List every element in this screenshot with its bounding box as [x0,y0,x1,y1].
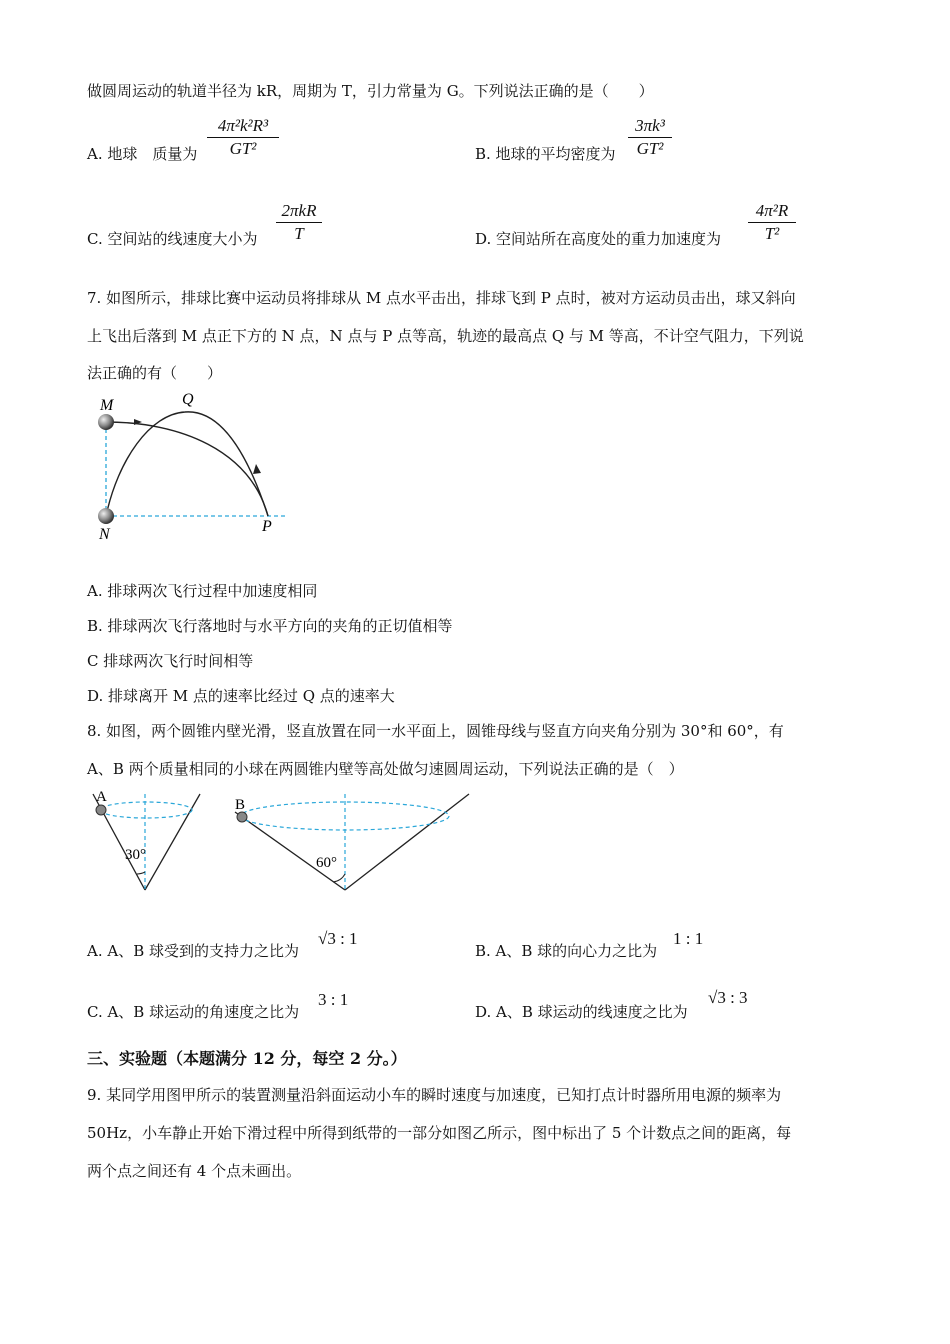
q8-option-b-math: 1 : 1 [673,929,704,948]
q8-option-c-math: 3 : 1 [318,990,349,1009]
label-b: B [235,797,246,813]
label-p: P [262,518,272,535]
cone-a-figure [85,788,215,898]
q6-option-d-fraction [748,201,796,244]
q8-option-b-label: B. A、B 球的向心力之比为 [475,942,658,960]
q6-option-d-label: D. 空间站所在高度处的重力加速度为 [475,230,722,248]
q7-line-3: 法正确的有（ ） [87,364,223,382]
label-q: Q [182,391,194,408]
q7-line-1: 7. 如图所示，排球比赛中运动员将排球从 M 点水平击出，排球飞到 P 点时，被对方运动员击出，球又斜向 [87,289,796,307]
q9-line-1: 9. 某同学用图甲所示的装置测量沿斜面运动小车的瞬时速度与加速度，已知打点计时器所用电源的频率为 [87,1086,782,1104]
q8-line-2: A、B 两个质量相同的小球在两圆锥内壁等高处做匀速圆周运动，下列说法正确的是（ ） [87,760,684,778]
q7-option-d: D. 排球离开 M 点的速率比经过 Q 点的速率大 [87,687,395,705]
q6-option-a-fraction [207,116,279,159]
cone-b-angle-arc [333,874,345,882]
label-a: A [96,789,107,805]
fraction-bar [628,137,672,138]
q6-option-a-numerator: 4π²k²R³ [217,116,269,135]
q6-option-b-fraction [628,116,672,159]
q6-stem-tail: 做圆周运动的轨道半径为 kR，周期为 T，引力常量为 G。下列说法正确的是（ ） [87,82,654,100]
label-angle-30: 30° [125,847,146,863]
q8-option-d-math: √3 : 3 [708,988,748,1007]
cone-a-angle-arc [137,872,145,874]
q8-option-c-label: C. A、B 球运动的角速度之比为 [87,1003,300,1021]
cone-b-figure [225,788,485,898]
cone-b-left-wall [235,812,345,890]
q7-option-b: B. 排球两次飞行落地时与水平方向的夹角的正切值相等 [87,617,453,635]
trajectory-m-to-p [106,422,268,516]
q7-option-c: C 排球两次飞行时间相等 [87,652,254,670]
q6-option-c-denominator: T [294,224,304,243]
ball-a [96,805,106,815]
ball-n [98,508,114,524]
q6-option-b-label: B. 地球的平均密度为 [475,145,616,163]
fraction-bar [207,137,279,138]
cone-b-right-wall [345,794,469,890]
label-m: M [100,397,114,414]
q7-option-a: A. 排球两次飞行过程中加速度相同 [87,582,318,600]
q6-option-c-label: C. 空间站的线速度大小为 [87,230,258,248]
q6-option-d-denominator: T² [764,224,780,243]
q6-option-b-numerator: 3πk³ [635,116,665,135]
q8-option-d-label: D. A、B 球运动的线速度之比为 [475,1003,688,1021]
label-n: N [99,526,110,543]
q6-option-c-numerator: 2πkR [281,201,317,220]
volleyball-trajectory-figure [90,390,310,550]
q6-option-d-numerator: 4π²R [755,201,789,220]
ball-b [237,812,247,822]
q8-option-a-math: √3 : 1 [318,929,358,948]
q6-option-c-fraction [276,201,322,244]
cone-a-orbit [100,802,192,818]
q9-line-2: 50Hz，小车静止开始下滑过程中所得到纸带的一部分如图乙所示，图中标出了 5 个计数点之间的距离，每 [87,1124,792,1142]
q6-option-a-label: A. 地球 质量为 [87,145,198,163]
arrow-up-icon [253,464,261,474]
q7-line-2: 上飞出后落到 M 点正下方的 N 点，N 点与 P 点等高，轨迹的最高点 Q 与 M 等高，不计空气阻力，下列说 [87,327,804,345]
trajectory-p-to-n [106,412,268,516]
fraction-bar [748,222,796,223]
q6-option-a-denominator: GT² [229,139,257,158]
q6-option-b-denominator: GT² [636,139,664,158]
q8-option-a-label: A. A、B 球受到的支持力之比为 [87,942,299,960]
ball-m [98,414,114,430]
section-heading: 三、实验题（本题满分 12 分，每空 2 分。） [87,1049,407,1068]
label-angle-60: 60° [316,855,337,871]
q9-line-3: 两个点之间还有 4 个点未画出。 [87,1162,302,1180]
fraction-bar [276,222,322,223]
q8-line-1: 8. 如图，两个圆锥内壁光滑，竖直放置在同一水平面上，圆锥母线与竖直方向夹角分别为 30°和 60°，有 [87,722,784,740]
